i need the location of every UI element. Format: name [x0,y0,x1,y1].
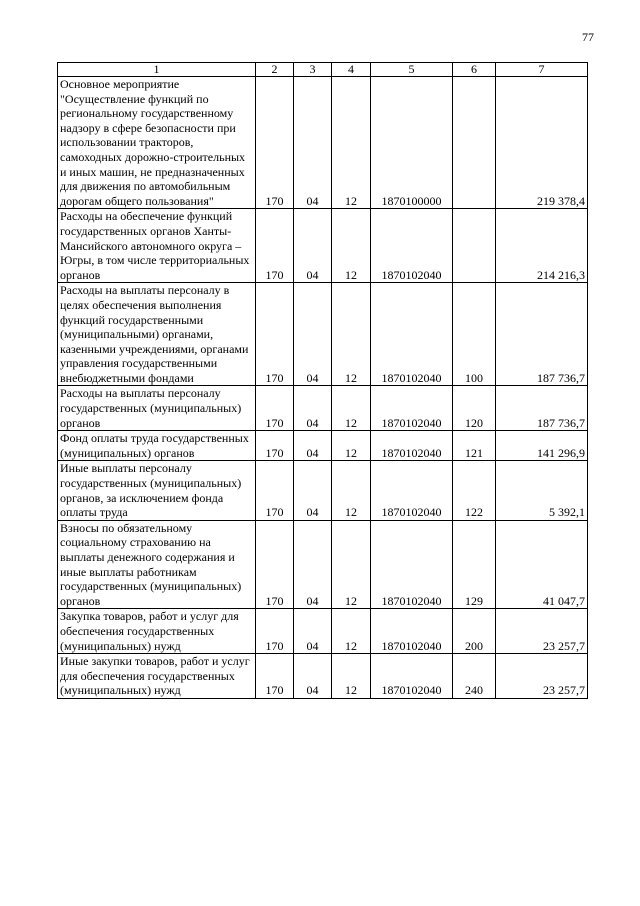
amount: 5 392,1 [496,461,588,520]
subsection-code: 12 [332,654,371,699]
target-item-code: 1870102040 [371,609,453,654]
row-name: Расходы на выплаты персоналу государственных (муниципальных) органов [58,386,256,431]
target-item-code: 1870102040 [371,209,453,283]
row-name: Иные закупки товаров, работ и услуг для обеспечения государственных (муниципальных) нужд [58,654,256,699]
target-item-code: 1870102040 [371,654,453,699]
expense-type-code: 120 [453,386,496,431]
target-item-code: 1870100000 [371,77,453,209]
amount: 214 216,3 [496,209,588,283]
target-item-code: 1870102040 [371,461,453,520]
subsection-code: 12 [332,520,371,609]
column-header: 7 [496,63,588,77]
table-row [58,386,588,431]
table-header-row [58,63,588,77]
section-code: 04 [294,77,332,209]
ved-code: 170 [256,609,294,654]
target-item-code: 1870102040 [371,431,453,461]
row-name: Взносы по обязательному социальному страхованию на выплаты денежного содержания и иные выплаты работникам государственных (муниципальных) органов [58,520,256,609]
column-header: 1 [58,63,256,77]
amount: 187 736,7 [496,386,588,431]
ved-code: 170 [256,654,294,699]
column-header: 4 [332,63,371,77]
subsection-code: 12 [332,609,371,654]
table-row [58,431,588,461]
subsection-code: 12 [332,386,371,431]
target-item-code: 1870102040 [371,283,453,386]
expense-type-code [453,209,496,283]
section-code: 04 [294,609,332,654]
table-row [58,609,588,654]
table-row [58,77,588,209]
expense-type-code [453,77,496,209]
column-header: 3 [294,63,332,77]
row-name: Основное мероприятие "Осуществление функций по региональному государственному надзору в сфере безопасности при использовании тракторов, самоходных дорожно-строительных и иных машин, не предназначенных для движения по автомобильным дорогам общего пользования" [58,77,256,209]
row-name: Расходы на выплаты персоналу в целях обеспечения выполнения функций государственными (муниципальными) органами, казенными учреждениями, органами управления государственными внебюджетными фондами [58,283,256,386]
target-item-code: 1870102040 [371,520,453,609]
amount: 23 257,7 [496,609,588,654]
row-name: Закупка товаров, работ и услуг для обеспечения государственных (муниципальных) нужд [58,609,256,654]
subsection-code: 12 [332,461,371,520]
amount: 41 047,7 [496,520,588,609]
budget-table [57,62,588,699]
amount: 187 736,7 [496,283,588,386]
table-row [58,461,588,520]
ved-code: 170 [256,431,294,461]
expense-type-code: 122 [453,461,496,520]
amount: 219 378,4 [496,77,588,209]
ved-code: 170 [256,461,294,520]
subsection-code: 12 [332,431,371,461]
ved-code: 170 [256,520,294,609]
section-code: 04 [294,520,332,609]
subsection-code: 12 [332,209,371,283]
row-name: Фонд оплаты труда государственных (муниципальных) органов [58,431,256,461]
expense-type-code: 121 [453,431,496,461]
section-code: 04 [294,209,332,283]
amount: 141 296,9 [496,431,588,461]
column-header: 6 [453,63,496,77]
ved-code: 170 [256,77,294,209]
target-item-code: 1870102040 [371,386,453,431]
row-name: Иные выплаты персоналу государственных (муниципальных) органов, за исключением фонда оплаты труда [58,461,256,520]
column-header: 5 [371,63,453,77]
section-code: 04 [294,654,332,699]
subsection-code: 12 [332,283,371,386]
table-row [58,209,588,283]
section-code: 04 [294,461,332,520]
expense-type-code: 129 [453,520,496,609]
expense-type-code: 200 [453,609,496,654]
table-row [58,283,588,386]
ved-code: 170 [256,283,294,386]
section-code: 04 [294,283,332,386]
ved-code: 170 [256,386,294,431]
section-code: 04 [294,431,332,461]
page-number: 77 [582,30,594,44]
column-header: 2 [256,63,294,77]
table-row [58,520,588,609]
row-name: Расходы на обеспечение функций государственных органов Ханты-Мансийского автономного округа – Югры, в том числе территориальных органов [58,209,256,283]
expense-type-code: 240 [453,654,496,699]
expense-type-code: 100 [453,283,496,386]
amount: 23 257,7 [496,654,588,699]
section-code: 04 [294,386,332,431]
table-row [58,654,588,699]
ved-code: 170 [256,209,294,283]
subsection-code: 12 [332,77,371,209]
